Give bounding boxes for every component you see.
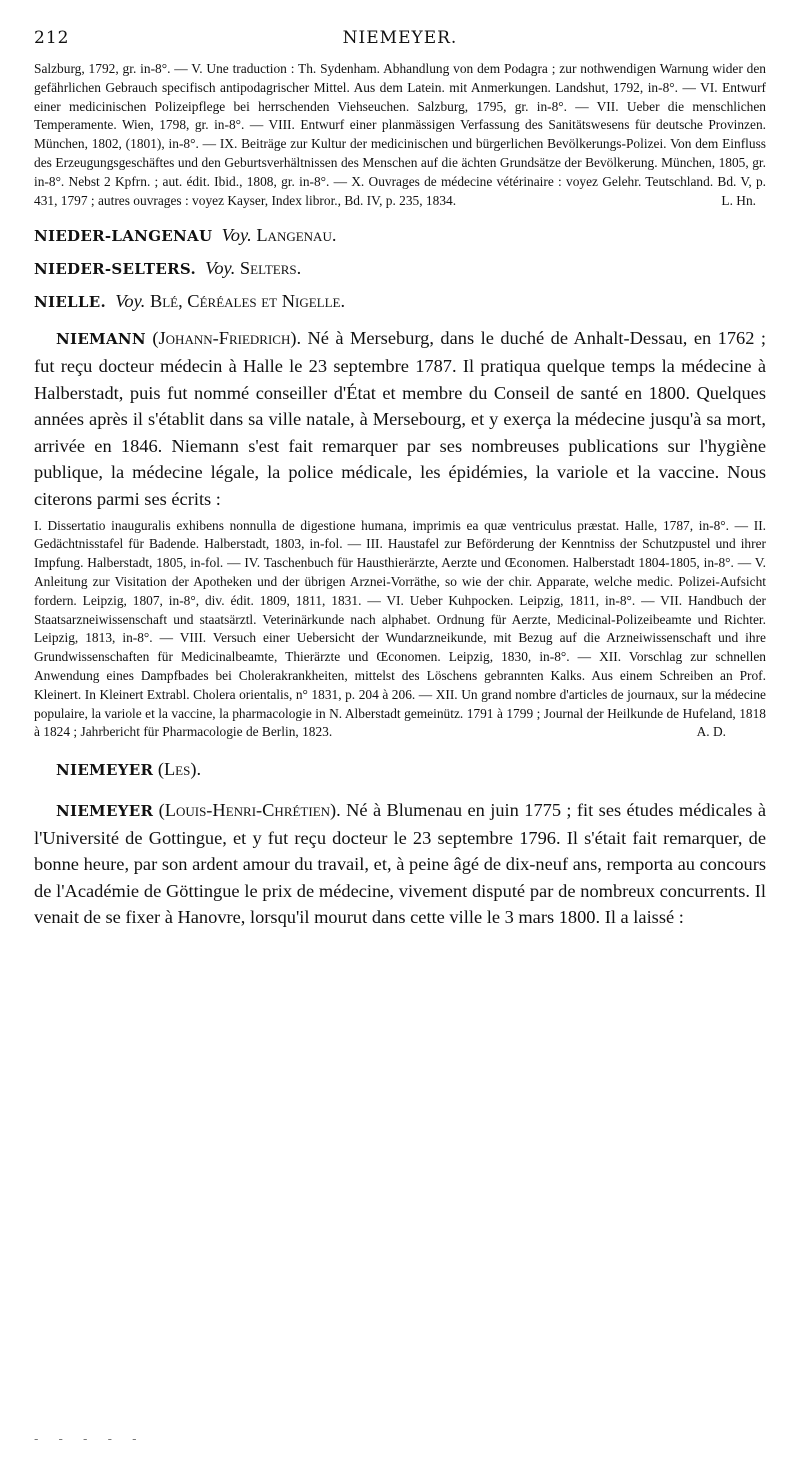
running-header xyxy=(34,28,766,54)
headword: NIEMEYER xyxy=(56,761,154,780)
voy-label: Voy. xyxy=(205,258,236,279)
xref-target: Blé, Céréales et Nigelle. xyxy=(149,291,346,312)
names: (Johann-Friedrich). xyxy=(152,328,302,349)
xref-nielle xyxy=(34,288,766,315)
niemeyer-louis-entry xyxy=(34,797,766,931)
niemeyer-continuation-text: Salzburg, 1792, gr. in-8°. — V. Une traduction : Th. Sydenham. Abhandlung von dem Podagra ; zur nothwendigen Warnung wider den gefährlichen Gebrauch specifisch antipodagrischer Mittel. Aus dem Latein. mit Anmerkungen. Landshut, 1792, in-8°. — VI. Entwurf einer medicinischen Polizeipflege bei herrschenden Viehseuchen. Salzburg, 1795, gr. in-8°. — VII. Ueber die menschlichen Temperamente. Wien, 1798, gr. in-8°. — VIII. Entwurf einer planmässigen Verfassung des Sanitätswesens für deutsche Provinzen. München, 1802, (1801), in-8°. — IX. Beiträge zur Kultur der medicinischen und bürgerlichen Bevölkerungs-Polizei. Von dem Einfluss des Erzeugungsgeschäftes und den Geburtsverhältnissen des Menschen auf die ächten Grundsätze der Bevölkerung. München, 1805, gr. in-8°. Nebst 2 Kpfrn. ; aut. édit. Ibid., 1808, gr. in-8°. — X. Ouvrages de médecine vétérinaire : voyez Gelehr. Teutschland. Bd. V, p. 431, 1797 ; autres ouvrages : voyez Kayser, Index libror., Bd. IV, p. 235, 1834. xyxy=(34,61,766,208)
running-title: NIEMEYER. xyxy=(342,28,458,48)
xref-target: Selters. xyxy=(239,258,302,279)
headword: NIEDER-LANGENAU xyxy=(34,227,213,246)
names: (Les). xyxy=(157,759,202,780)
headword: NIEDER-SELTERS. xyxy=(34,260,196,279)
headword: NIELLE. xyxy=(34,293,107,312)
page-number: 212 xyxy=(34,28,70,48)
niemeyer-continuation xyxy=(34,60,766,210)
xref-nieder-selters xyxy=(34,255,766,282)
xref-nieder-langenau xyxy=(34,222,766,249)
niemeyer-les-entry xyxy=(34,756,766,783)
niemann-bio: Né à Merseburg, dans le duché de Anhalt-Dessau, en 1762 ; fut reçu docteur médecin à Halle le 23 septembre 1787. Il pratiqua quelque temps la médecine à Halberstadt, puis fut nommé conseiller d'État et membre du Conseil de santé en 1800. Quelques années après il s'établit dans sa ville natale, à Mersebourg, et y exerça la médecine jusqu'à sa mort, arrivée en 1846. Niemann s'est fait remarquer par ses nombreuses publications sur l'hygiène publique, la médecine légale, la police médicale, les épidémies, la variole et la vaccine. Nous citerons parmi ses écrits : xyxy=(34,328,766,509)
names: (Louis-Henri-Chrétien). xyxy=(158,800,341,821)
niemeyer-louis-bio: Né à Blumenau en juin 1775 ; fit ses études médicales à l'Université de Gottingue, et y fut reçu docteur le 23 septembre 1796. Il s'était fait remarquer, de bonne heure, par son ardent amour du travail, et, à peine âgé de dix-neuf ans, remporta au concours de l'Académie de Göttingue le prix de médecine, vivement disputé par de nombreux concurrents. Il venait de se fixer à Hanovre, lorsqu'il mourut dans cette ville le 3 mars 1800. Il a laissé : xyxy=(34,800,766,928)
headword: NIEMANN xyxy=(56,330,146,349)
page xyxy=(34,28,766,931)
signature-ad: A. D. xyxy=(696,724,726,740)
signature-lh: L. Hn. xyxy=(721,192,756,208)
voy-label: Voy. xyxy=(221,225,252,246)
niemann-works-text: I. Dissertatio inauguralis exhibens nonnulla de digestione humana, imprimis ea quæ ventriculus præstat. Halle, 1787, in-8°. — II. Gedächtnisstafel für Badende. Halberstadt, 1803, in-fol. — III. Haustafel zur Beförderung der Kenntniss der Schutzpustel und ihrer Impfung. Halberstadt, 1805, in-fol. — IV. Taschenbuch für Hausthierärzte, Aerzte und Œconomen. Halberstadt 1804-1805, in-8°. — V. Anleitung zur Visitation der Apotheken und der übrigen Arznei-Vorräthe, so wie der chir. Apparate, welche medic. Polizei-Aufsicht fordern. Leipzig, 1807, in-8°, div. édit. 1809, 1811, 1831. — VI. Ueber Kuhpocken. Leipzig, 1811, in-8°. — VII. Handbuch der Staatsarzneiwissenschaft und staatsärztl. Veterinärkunde nach alphabet. Ordnung für Aerzte, Medicinal-Polizeibeamte und Richter. Leipzig, 1813, in-8°. — VIII. Versuch einer Uebersicht der Wundarzneikunde, mit Bezug auf die Arzneiwissenschaft und ihre Grundwissenschaften für Medicinalbeamte, Thierärzte und Œconomen. Leipzig, 1830, in-8°. — XII. Vorschlag zur schnellen Anwendung eines Dampfbades bei Cholerakrankheiten, mittelst des Löschens gebrannten Kalks. Aus einem Schreiben an Prof. Kleinert. In Kleinert Extrabl. Cholera orientalis, n° 1831, p. 204 à 206. — XII. Un grand nombre d'articles de journaux, sur la médecine populaire, la variole et la vaccine, la pharmacologie in N. Alberstadt gemeinütz. 1791 à 1799 ; Journal der Heilkunde de Hufeland, 1818 à 1824 ; Jahrbericht für Pharmacologie de Berlin, 1823. xyxy=(34,517,766,740)
headword: NIEMEYER xyxy=(56,802,154,821)
voy-label: Voy. xyxy=(115,291,146,312)
footer-marks: - - - - - xyxy=(34,1432,145,1447)
xref-target: Langenau. xyxy=(256,225,337,246)
niemann-works xyxy=(34,517,766,743)
niemann-entry xyxy=(34,325,766,512)
